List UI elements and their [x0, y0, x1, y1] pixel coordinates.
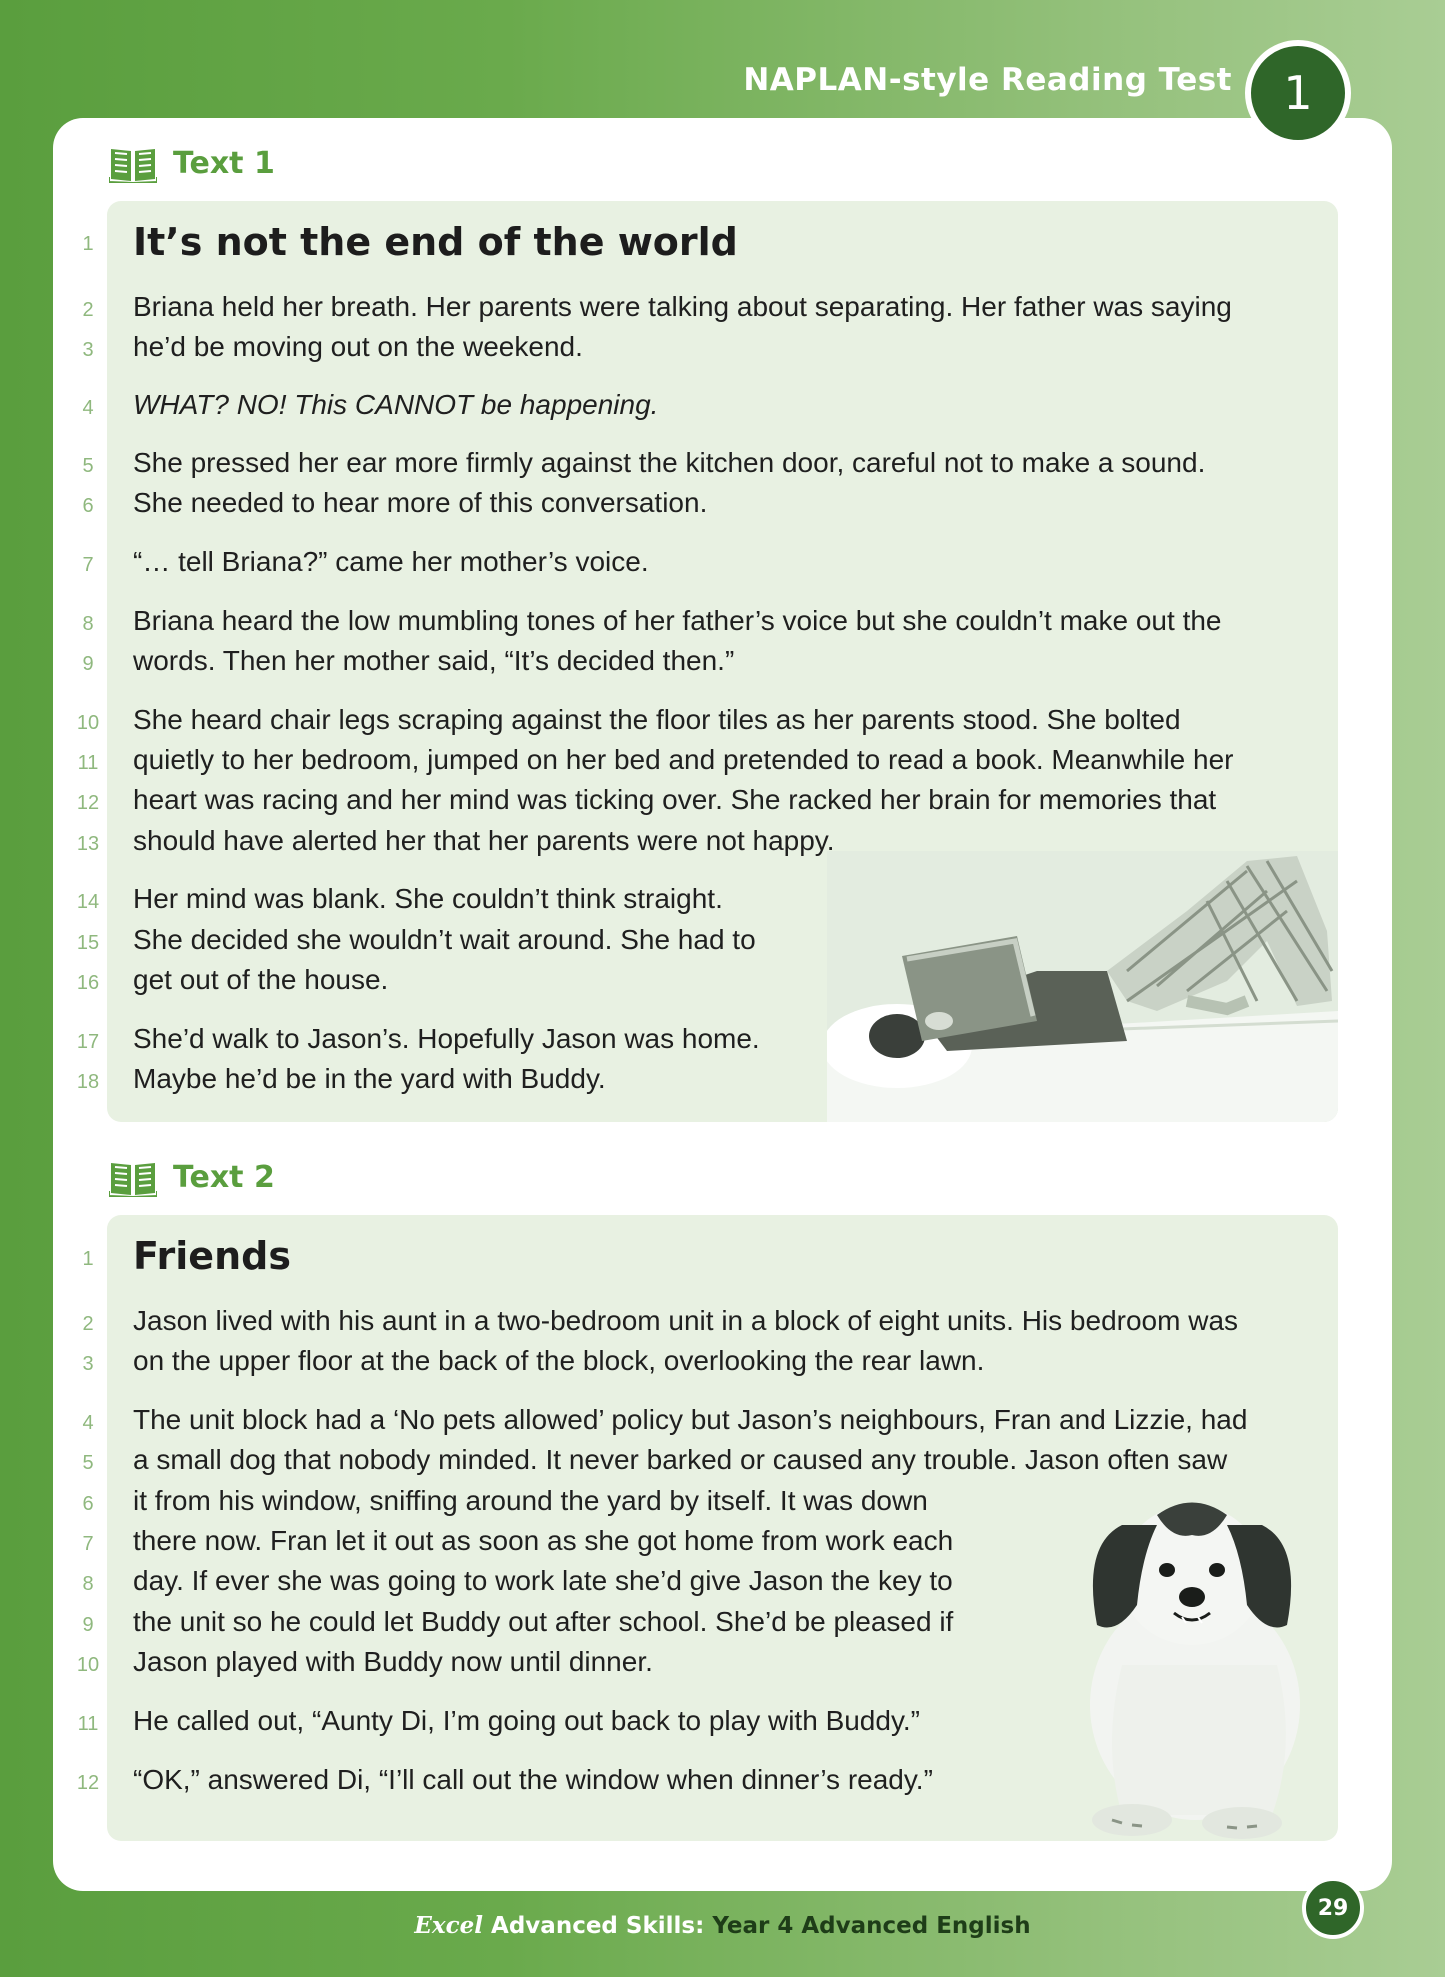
text-1-label — [109, 143, 275, 183]
line-number: 14 — [76, 891, 100, 913]
line-number: 16 — [76, 972, 100, 994]
line-number: 12 — [76, 792, 100, 814]
text-line: Maybe he’d be in the yard with Buddy. — [133, 1063, 606, 1094]
line-number: 13 — [76, 833, 100, 855]
line-number: 6 — [82, 1493, 94, 1515]
footer — [0, 1912, 1445, 1939]
girl-reading-photo — [827, 851, 1338, 1122]
text-line: She needed to hear more of this conversation. — [133, 487, 708, 518]
line-number: 9 — [82, 653, 94, 675]
line-number: 10 — [76, 712, 100, 734]
line-number: 1 — [82, 233, 94, 255]
line-number: 7 — [82, 554, 94, 576]
line-number: 4 — [82, 397, 94, 419]
text-line: he’d be moving out on the weekend. — [133, 331, 583, 362]
text-line: Jason lived with his aunt in a two-bedroom unit in a block of eight units. His bedroom was — [133, 1305, 1239, 1336]
text-line: She pressed her ear more firmly against the kitchen door, careful not to make a sound. — [133, 447, 1206, 478]
text-line: it from his window, sniffing around the yard by itself. It was down — [133, 1485, 928, 1516]
text-line: get out of the house. — [133, 964, 389, 995]
line-number: 2 — [82, 1313, 94, 1335]
text-line: “OK,” answered Di, “I’ll call out the window when dinner’s ready.” — [133, 1764, 933, 1795]
footer-series: Advanced Skills: — [491, 1913, 705, 1939]
line-number: 8 — [82, 613, 94, 635]
text-2-heading: Text 2 — [173, 1159, 275, 1195]
text-line: She heard chair legs scraping against the floor tiles as her parents stood. She bolted — [133, 704, 1181, 735]
line-number: 11 — [77, 752, 99, 774]
open-book-icon — [109, 1157, 157, 1197]
footer-book-title: Year 4 Advanced English — [712, 1913, 1031, 1939]
text-line: Briana held her breath. Her parents were talking about separating. Her father was saying — [133, 291, 1232, 322]
text-2-label — [109, 1157, 275, 1197]
text-line: heart was racing and her mind was ticking over. She racked her brain for memories that — [133, 784, 1217, 815]
test-title: NAPLAN-style Reading Test — [743, 62, 1232, 98]
text-line: quietly to her bedroom, jumped on her bed and pretended to read a book. Meanwhile her — [133, 744, 1234, 775]
text-line: The unit block had a ‘No pets allowed’ policy but Jason’s neighbours, Fran and Lizzie, had — [133, 1404, 1248, 1435]
text-line: WHAT? NO! This CANNOT be happening. — [133, 389, 659, 420]
text-line: Jason played with Buddy now until dinner. — [133, 1646, 653, 1677]
text-line: “… tell Briana?” came her mother’s voice. — [133, 546, 649, 577]
line-number: 15 — [76, 932, 100, 954]
footer-brand: Excel — [414, 1912, 484, 1939]
text-line: the unit so he could let Buddy out after school. She’d be pleased if — [133, 1606, 954, 1637]
line-number: 4 — [82, 1412, 94, 1434]
line-number: 5 — [82, 1452, 94, 1474]
text-line: should have alerted her that her parents were not happy. — [133, 825, 835, 856]
text-line: He called out, “Aunty Di, I’m going out back to play with Buddy.” — [133, 1705, 920, 1736]
text-line: She decided she wouldn’t wait around. She had to — [133, 924, 756, 955]
text-line: there now. Fran let it out as soon as she got home from work each — [133, 1525, 954, 1556]
line-number: 17 — [76, 1031, 100, 1053]
line-number: 3 — [82, 339, 94, 361]
text-1-heading: Text 1 — [173, 145, 275, 181]
line-number: 8 — [82, 1573, 94, 1595]
line-number: 11 — [77, 1713, 99, 1735]
text-line: Her mind was blank. She couldn’t think straight. — [133, 883, 723, 914]
text-line: She’d walk to Jason’s. Hopefully Jason was home. — [133, 1023, 760, 1054]
line-number: 5 — [82, 455, 94, 477]
line-number: 12 — [76, 1772, 100, 1794]
text-line: day. If ever she was going to work late she’d give Jason the key to — [133, 1565, 953, 1596]
text-2-title: Friends — [133, 1234, 291, 1278]
page-number-badge: 29 — [1302, 1877, 1364, 1939]
line-number: 7 — [82, 1533, 94, 1555]
line-number: 10 — [76, 1654, 100, 1676]
text-line: on the upper floor at the back of the block, overlooking the rear lawn. — [133, 1345, 985, 1376]
open-book-icon — [109, 143, 157, 183]
line-number: 18 — [76, 1071, 100, 1093]
line-number: 9 — [82, 1614, 94, 1636]
line-number: 2 — [82, 299, 94, 321]
text-1-title: It’s not the end of the world — [133, 220, 738, 264]
line-number: 3 — [82, 1353, 94, 1375]
line-number: 6 — [82, 495, 94, 517]
text-line: Briana heard the low mumbling tones of her father’s voice but she couldn’t make out the — [133, 605, 1222, 636]
text-line: words. Then her mother said, “It’s decided then.” — [133, 645, 735, 676]
line-number: 1 — [82, 1248, 94, 1270]
test-number-badge: 1 — [1245, 40, 1351, 146]
dog-photo — [1062, 1485, 1338, 1841]
text-line: a small dog that nobody minded. It never barked or caused any trouble. Jason often saw — [133, 1444, 1228, 1475]
